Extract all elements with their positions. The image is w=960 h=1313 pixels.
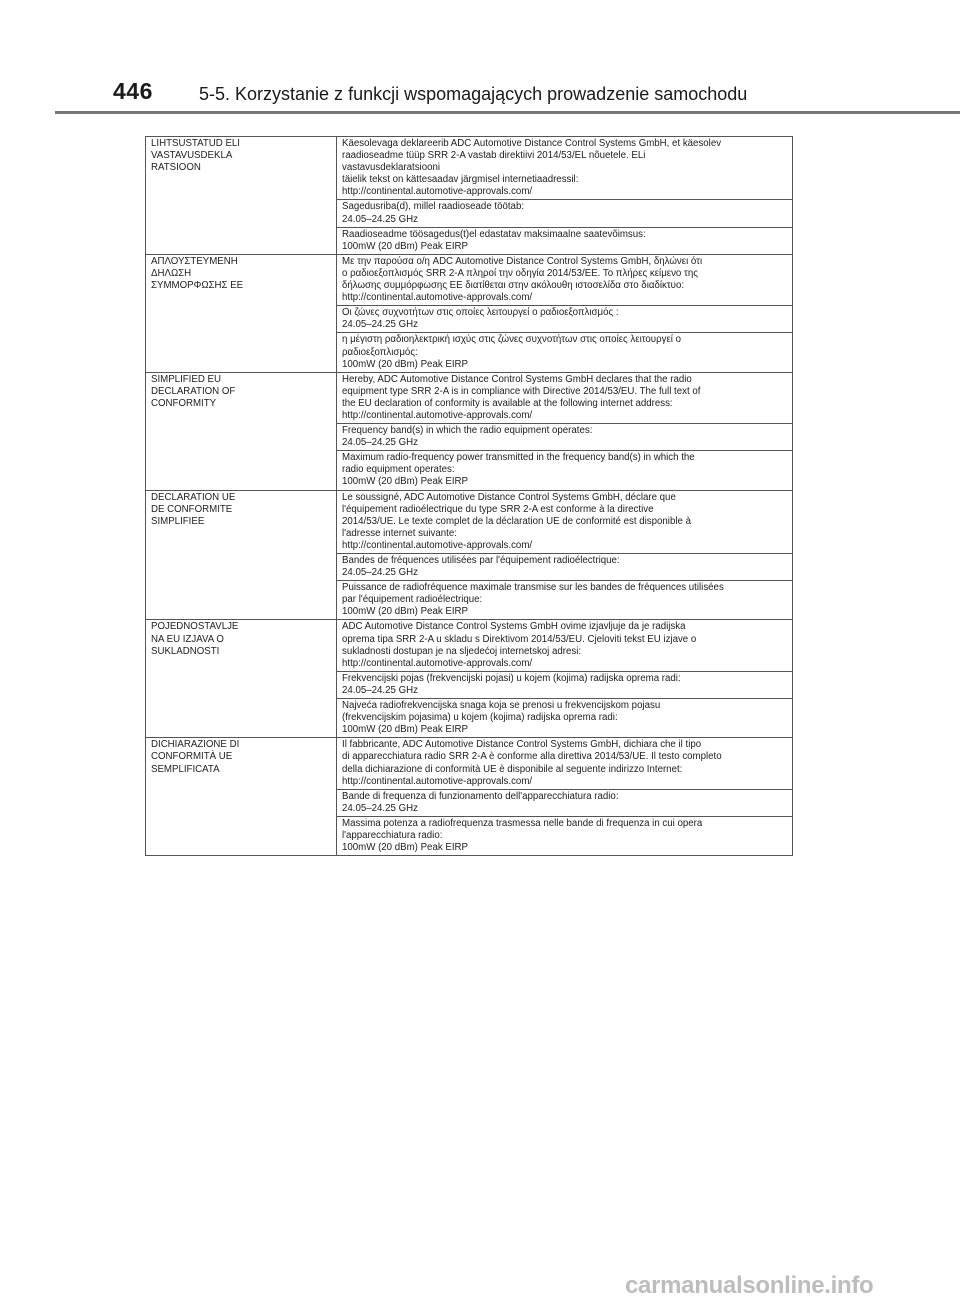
cell-line: Il fabbricante, ADC Automotive Distance Control Systems GmbH, dichiara che il tipo <box>342 739 702 751</box>
label-line: DICHIARAZIONE DI <box>151 739 240 751</box>
cell-line: Najveća radiofrekvencijska snaga koja se prenosi u frekvencijskom pojasu <box>342 700 661 712</box>
cell-line: 100mW (20 dBm) Peak EIRP <box>342 240 468 252</box>
table-row <box>146 738 793 789</box>
cell-line: Hereby, ADC Automotive Distance Control Systems GmbH declares that the radio <box>342 373 692 385</box>
label-line: DECLARATION UE <box>151 491 236 503</box>
cell-line: the EU declaration of conformity is available at the following internet address: <box>342 397 673 409</box>
cell-line: par l'équipement radioélectrique: <box>342 594 483 606</box>
page-header <box>0 0 960 117</box>
cell-line: Le soussigné, ADC Automotive Distance Control Systems GmbH, déclare que <box>342 491 676 503</box>
cell-line: Sagedusriba(d), millel raadioseade töötab: <box>342 201 525 213</box>
table-row <box>146 620 793 671</box>
row-label <box>146 372 337 490</box>
row-cell <box>337 227 793 254</box>
label-line: CONFORMITY <box>151 397 217 409</box>
label-line: ΣΥΜΜΟΡΦΩΣΗΣ ΕΕ <box>151 280 244 292</box>
row-cell <box>337 200 793 227</box>
row-cell <box>337 699 793 738</box>
row-cell <box>337 738 793 789</box>
label-line: CONFORMITÀ UE <box>151 751 233 763</box>
cell-line: radio equipment operates: <box>342 464 455 476</box>
table-row <box>146 372 793 423</box>
label-line: NA EU IZJAVA O <box>151 633 224 645</box>
section-title: 5-5. Korzystanie z funkcji wspomagających prowadzenie samochodu <box>199 84 748 104</box>
cell-line: equipment type SRR 2-A is in compliance with Directive 2014/53/EU. The full text of <box>342 385 701 397</box>
cell-line: 100mW (20 dBm) Peak EIRP <box>342 724 468 736</box>
cell-line: 24.05–24.25 GHz <box>342 567 418 579</box>
cell-line: Massima potenza a radiofrequenza trasmessa nelle bande di frequenza in cui opera <box>342 817 703 829</box>
label-line: SUKLADNOSTI <box>151 645 220 657</box>
cell-line: Οι ζώνες συχνοτήτων στις οποίες λειτουργεί ο ραδιοεξοπλισμός : <box>342 307 619 319</box>
cell-line: l'apparecchiatura radio: <box>342 829 443 841</box>
label-line: SEMPLIFICATA <box>151 763 220 775</box>
cell-line: Raadioseadme töösagedus(t)el edastatav maksimaalne saatevõimsus: <box>342 228 646 240</box>
cell-line: oprema tipa SRR 2-A u skladu s Direktivom 2014/53/EU. Cjeloviti tekst EU izjave o <box>342 633 697 645</box>
cell-line: 24.05–24.25 GHz <box>342 437 418 449</box>
cell-line: http://continental.automotive-approvals.com/ <box>342 409 533 421</box>
cell-line: ADC Automotive Distance Control Systems GmbH ovime izjavljuje da je radijska <box>342 621 686 633</box>
row-cell <box>337 137 793 200</box>
row-cell <box>337 306 793 333</box>
cell-line: 100mW (20 dBm) Peak EIRP <box>342 606 468 618</box>
row-label <box>146 254 337 372</box>
cell-line: ραδιοεξοπλισμός: <box>342 346 418 358</box>
row-cell <box>337 620 793 671</box>
label-line: DE CONFORMITE <box>151 503 233 515</box>
row-cell <box>337 372 793 423</box>
cell-line: Με την παρούσα ο/η ADC Automotive Distance Control Systems GmbH, δηλώνει ότι <box>342 255 703 267</box>
watermark: carmanualsonline.info <box>625 1272 874 1299</box>
cell-line: 100mW (20 dBm) Peak EIRP <box>342 358 468 370</box>
label-line: ΑΠΛΟΥΣΤΕΥΜΕΝΗ <box>151 255 238 267</box>
row-cell <box>337 451 793 490</box>
cell-line: Bandes de fréquences utilisées par l'équipement radioélectrique: <box>342 555 620 566</box>
cell-line: http://continental.automotive-approvals.com/ <box>342 539 533 551</box>
row-cell <box>337 671 793 698</box>
declaration-table <box>145 136 793 856</box>
cell-line: Puissance de radiofréquence maximale transmise sur les bandes de fréquences utilisées <box>342 582 724 594</box>
cell-line: (frekvencijskim pojasima) u kojem (kojima) radijska oprema radi: <box>342 712 618 724</box>
cell-line: 24.05–24.25 GHz <box>342 684 418 696</box>
row-cell <box>337 554 793 581</box>
cell-line: della dichiarazione di conformità UE è disponibile al seguente indirizzo Internet: <box>342 763 683 775</box>
label-line: DECLARATION OF <box>151 385 236 397</box>
cell-line: η μέγιστη ραδιοηλεκτρική ισχύς στις ζώνες συχνοτήτων στις οποίες λειτουργεί ο <box>342 334 681 346</box>
cell-line: http://continental.automotive-approvals.com/ <box>342 292 533 304</box>
cell-line: Bande di frequenza di funzionamento dell'apparecchiatura radio: <box>342 790 619 802</box>
row-label <box>146 738 337 856</box>
row-cell <box>337 816 793 855</box>
row-cell <box>337 254 793 305</box>
cell-line: sukladnosti dostupan je na sljedećoj internetskoj adresi: <box>342 645 582 657</box>
table-row <box>146 254 793 305</box>
cell-line: Frequency band(s) in which the radio equipment operates: <box>342 425 593 437</box>
label-line: VASTAVUSDEKLA <box>151 150 233 162</box>
cell-line: http://continental.automotive-approvals.com/ <box>342 657 533 669</box>
cell-line: 2014/53/UE. Le texte complet de la déclaration UE de conformité est disponible à <box>342 515 691 527</box>
label-line: SIMPLIFIEE <box>151 515 205 527</box>
label-line: SIMPLIFIED EU <box>151 373 221 385</box>
label-line: POJEDNOSTAVLJE <box>151 621 239 633</box>
cell-line: Frekvencijski pojas (frekvencijski pojasi) u kojem (kojima) radijska oprema radi: <box>342 672 681 684</box>
row-label <box>146 137 337 255</box>
cell-line: vastavusdeklaratsiooni <box>342 162 441 174</box>
cell-line: 100mW (20 dBm) Peak EIRP <box>342 842 468 854</box>
row-cell <box>337 490 793 553</box>
cell-line: Maximum radio-frequency power transmitted in the frequency band(s) in which the <box>342 452 695 464</box>
cell-line: täielik tekst on kättesaadav järgmisel internetiaadressil: <box>342 174 579 186</box>
label-line: RATSIOON <box>151 162 201 174</box>
cell-line: δήλωσης συμμόρφωσης ΕΕ διατίθεται στην ακόλουθη ιστοσελίδα στο διαδίκτυο: <box>342 280 685 292</box>
cell-line: http://continental.automotive-approvals.com/ <box>342 186 533 198</box>
cell-line: l'adresse internet suivante: <box>342 527 457 539</box>
row-cell <box>337 333 793 372</box>
table-row <box>146 137 793 200</box>
label-line: LIHTSUSTATUD ELI <box>151 138 240 149</box>
row-label <box>146 490 337 620</box>
table-row <box>146 490 793 553</box>
cell-line: di apparecchiatura radio SRR 2-A è conforme alla direttiva 2014/53/UE. Il testo completo <box>342 751 722 763</box>
cell-line: 24.05–24.25 GHz <box>342 213 418 225</box>
row-label <box>146 620 337 738</box>
row-cell <box>337 581 793 620</box>
cell-line: l'équipement radioélectrique du type SRR 2-A est conforme à la directive <box>342 503 654 515</box>
cell-line: 24.05–24.25 GHz <box>342 802 418 814</box>
cell-line: Käesolevaga deklareerib ADC Automotive Distance Control Systems GmbH, et käesolev <box>342 138 722 149</box>
cell-line: http://continental.automotive-approvals.com/ <box>342 775 533 787</box>
page-number: 446 <box>113 78 153 104</box>
cell-line: 24.05–24.25 GHz <box>342 319 418 331</box>
cell-line: 100mW (20 dBm) Peak EIRP <box>342 476 468 488</box>
header-rule <box>55 111 960 114</box>
row-cell <box>337 789 793 816</box>
row-cell <box>337 424 793 451</box>
label-line: ΔΗΛΩΣΗ <box>151 267 192 279</box>
cell-line: raadioseadme tüüp SRR 2-A vastab direktiivi 2014/53/EL nõuetele. ELi <box>342 150 646 162</box>
cell-line: ο ραδιοεξοπλισμός SRR 2-A πληροί την οδηγία 2014/53/ΕΕ. Το πλήρες κείμενο της <box>342 267 698 279</box>
